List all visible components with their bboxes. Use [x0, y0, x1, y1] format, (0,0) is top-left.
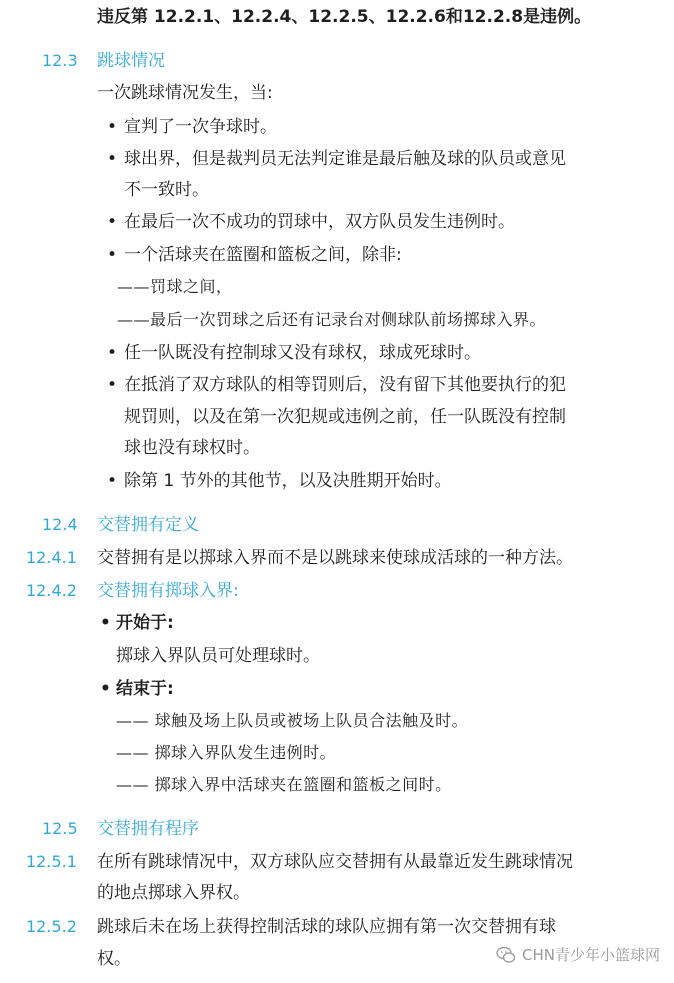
section-title-12-4: 交替拥有定义 [97, 515, 199, 535]
clause-text-cont: 权。 [97, 949, 131, 969]
bullet: • [100, 613, 111, 633]
list-item: 球出界，但是裁判员无法判定谁是最后触及球的队员或意见 [124, 149, 566, 169]
section-title-12-3: 跳球情况 [97, 51, 165, 71]
section-title-12-5: 交替拥有程序 [97, 819, 199, 839]
bullet: • [107, 471, 118, 491]
section-number-12-3: 12.3 [42, 51, 78, 70]
clause-number: 12.5.2 [26, 917, 77, 936]
bullet: • [107, 212, 118, 232]
dash-item: ——罚球之间， [117, 277, 233, 296]
top-line: 违反第 12.2.1、12.2.4、12.2.5、12.2.6和12.2.8是违例。 [97, 7, 592, 27]
list-item: 任一队既没有控制球又没有球权，球成死球时。 [124, 343, 481, 363]
list-item: 宣判了一次争球时。 [124, 117, 277, 137]
bullet: • [100, 679, 111, 699]
list-item-cont: 规罚则，以及在第一次犯规或违例之前，任一队既没有控制 [124, 407, 566, 427]
dash-item: —— 球触及场上队员或被场上队员合法触及时。 [116, 711, 469, 730]
list-item: 在抵消了双方球队的相等罚则后，没有留下其他要执行的犯 [124, 375, 566, 395]
clause-text: 交替拥有是以掷球入界而不是以跳球来使球成活球的一种方法。 [97, 548, 573, 568]
start-text: 掷球入界队员可处理球时。 [116, 646, 320, 666]
watermark-text: CHN青少年小篮球网 [522, 946, 660, 964]
bullet: • [107, 375, 118, 395]
clause-text-cont: 的地点掷球入界权。 [97, 883, 250, 903]
bullet: • [107, 117, 118, 137]
dash-item: ——最后一次罚球之后还有记录台对侧球队前场掷球入界。 [117, 310, 547, 329]
list-item: 除第 1 节外的其他节，以及决胜期开始时。 [124, 471, 452, 491]
clause-number: 12.4.2 [26, 581, 77, 600]
wechat-icon [496, 945, 516, 965]
bullet: • [107, 245, 118, 265]
bullet: • [107, 149, 118, 169]
jump-ball-intro: 一次跳球情况发生，当: [97, 83, 273, 103]
bullet: • [107, 343, 118, 363]
clause-number: 12.4.1 [26, 548, 77, 567]
clause-text: 跳球后未在场上获得控制活球的球队应拥有第一次交替拥有球 [97, 917, 556, 937]
clause-number: 12.5.1 [26, 852, 77, 871]
dash-item: —— 掷球入界队发生违例时。 [116, 743, 337, 762]
list-item-cont: 不一致时。 [124, 180, 209, 200]
clause-text: 在所有跳球情况中，双方球队应交替拥有从最靠近发生跳球情况 [97, 852, 573, 872]
watermark [496, 944, 660, 965]
section-number-12-5: 12.5 [42, 819, 78, 838]
start-label: 开始于: [116, 613, 174, 633]
list-item: 一个活球夹在篮圈和篮板之间，除非: [124, 245, 402, 265]
end-label: 结束于: [116, 679, 174, 699]
clause-text: 交替拥有掷球入界: [97, 581, 239, 601]
dash-item: —— 掷球入界中活球夹在篮圈和篮板之间时。 [116, 775, 452, 794]
section-number-12-4: 12.4 [42, 515, 78, 534]
list-item: 在最后一次不成功的罚球中，双方队员发生违例时。 [124, 212, 515, 232]
list-item-cont: 球也没有球权时。 [124, 438, 260, 458]
